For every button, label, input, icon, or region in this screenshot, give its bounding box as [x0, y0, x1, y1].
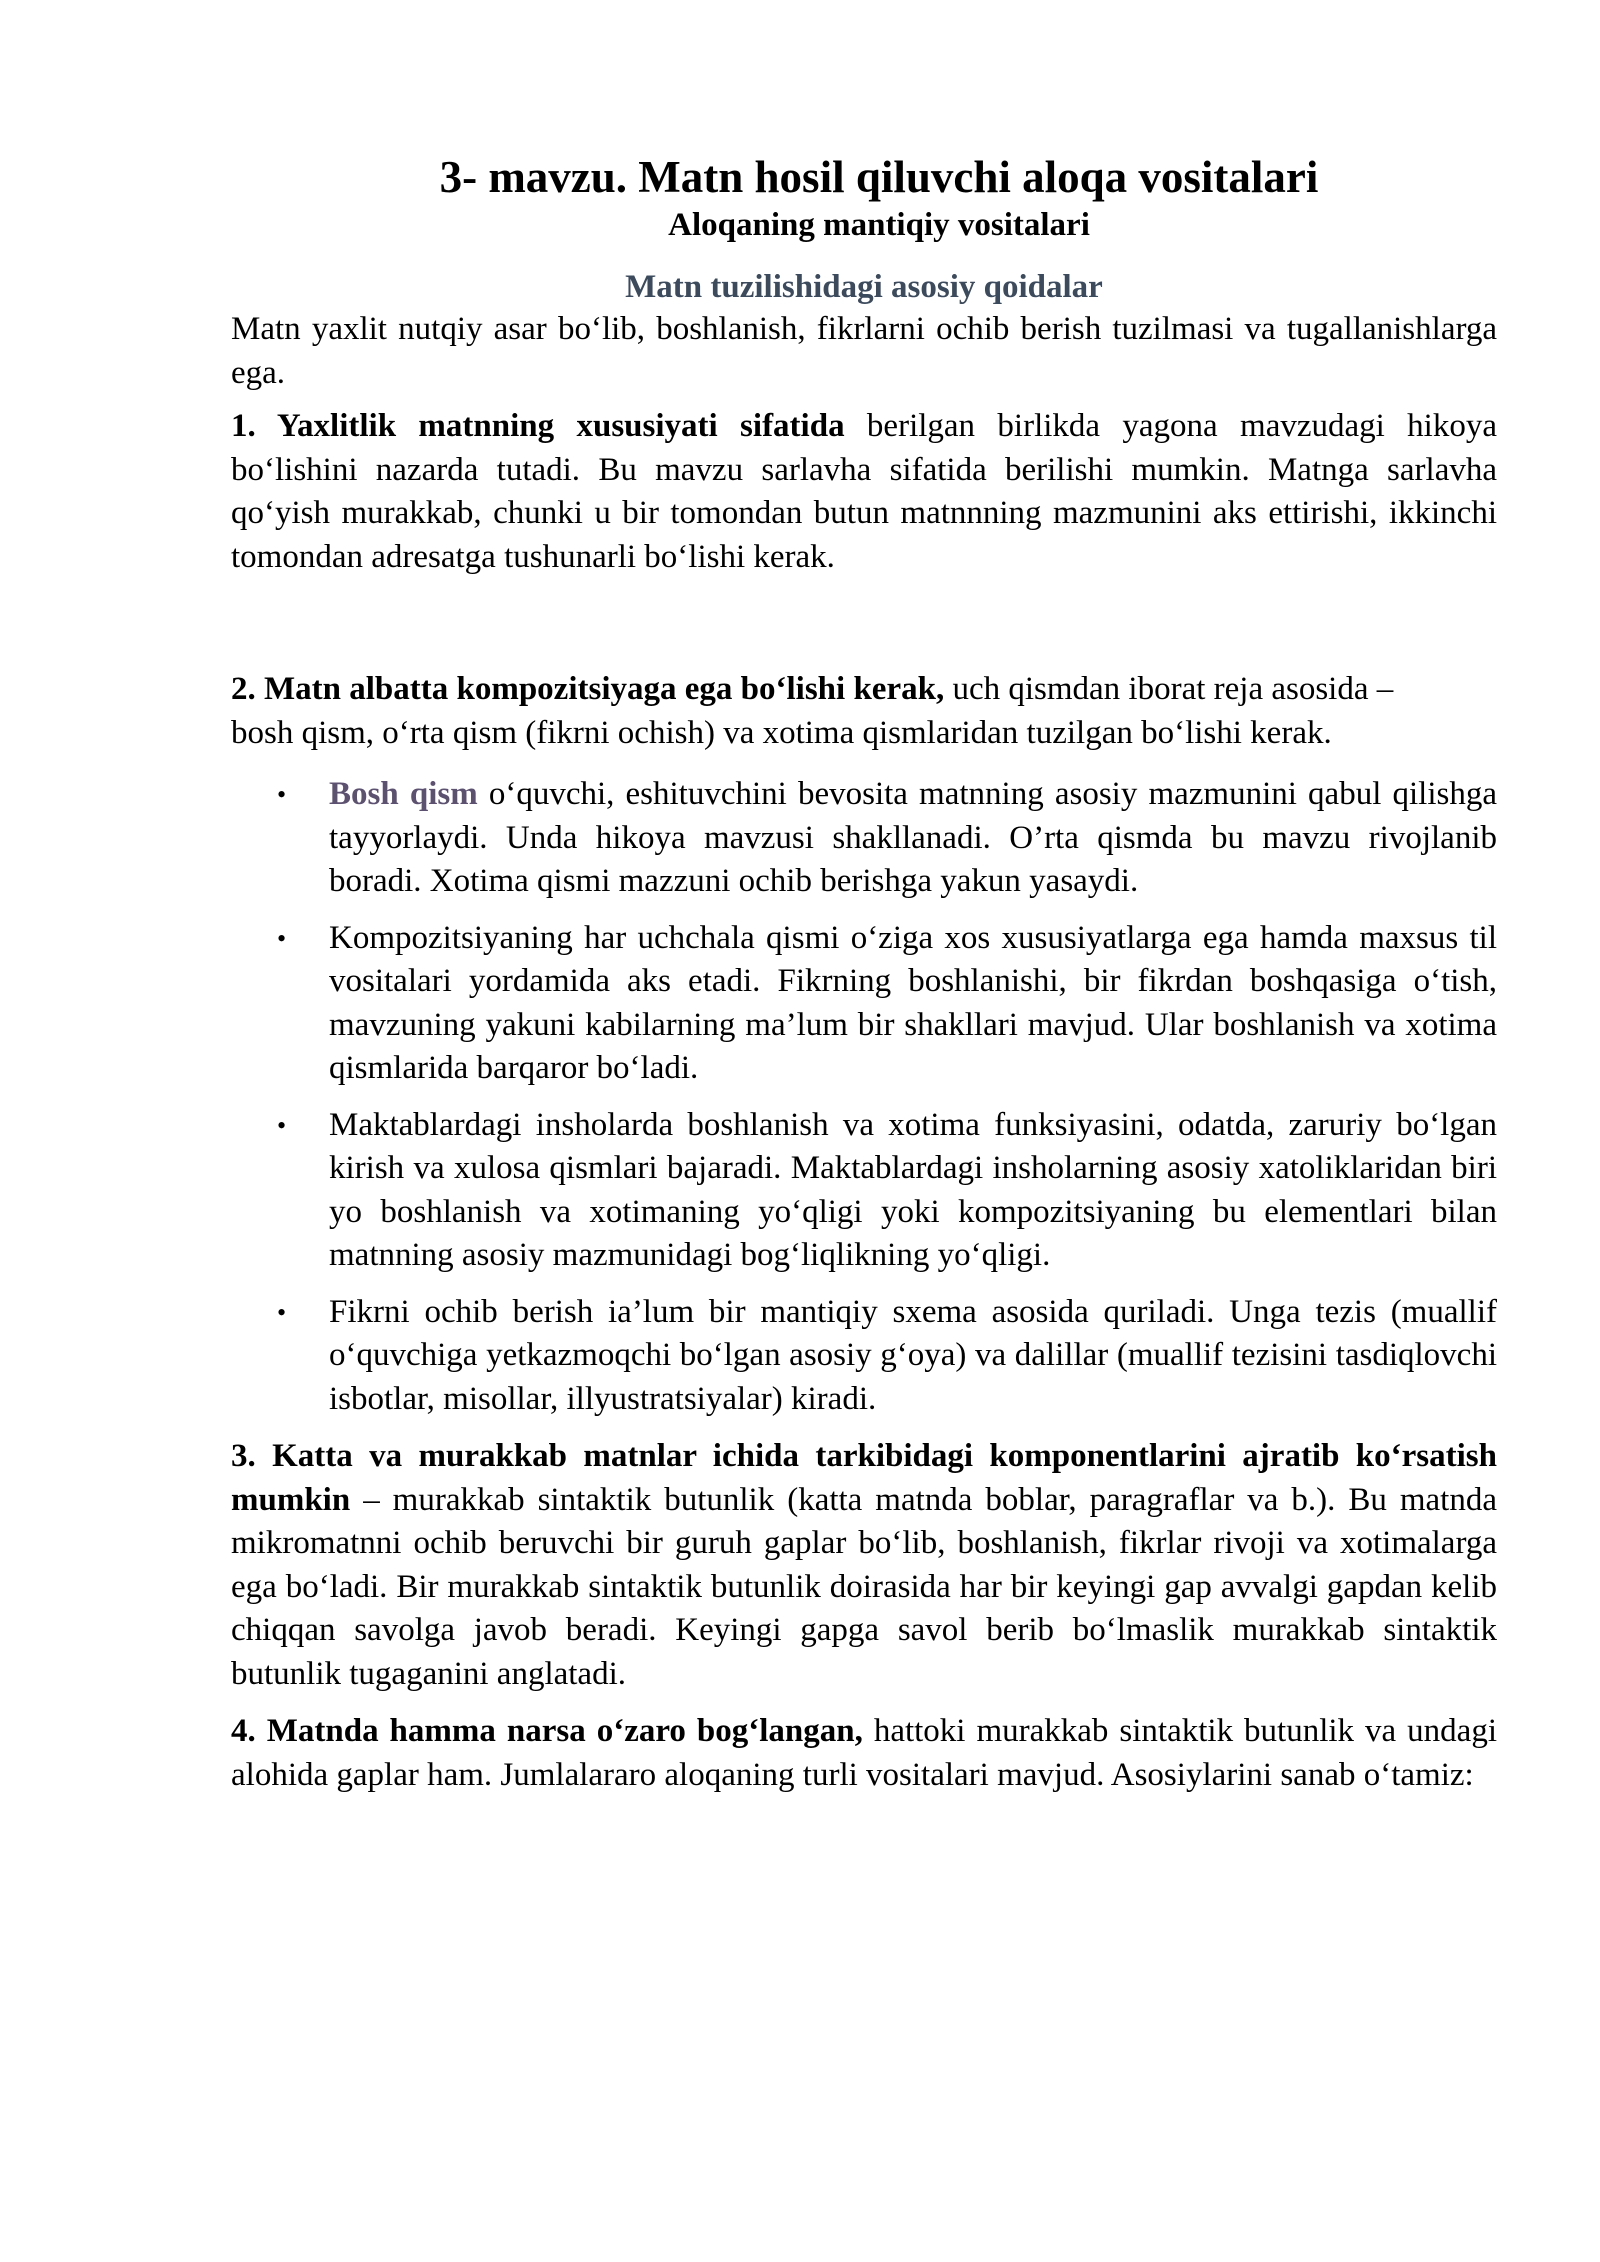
- paragraph-3-bold: 3. Katta va murakkab matnlar ichida tarkibidagi komponentlarini ajratib ko‘rsatish mumkin: [231, 1438, 1497, 1518]
- bullet-icon: •: [277, 1110, 287, 1140]
- paragraph-2-text: uch qismdan iborat reja asosida – bosh qism, o‘rta qism (fikrni ochish) va xotima qismlaridan tuzilgan bo‘lishi kerak.: [231, 671, 1394, 751]
- paragraph-4-text: hattoki murakkab sintaktik butunlik va undagi alohida gaplar ham. Jumlalararo aloqaning turli vositalari mavjud. Asosiylarini sanab o‘tamiz:: [231, 1713, 1497, 1793]
- intro-paragraph: Matn yaxlit nutqiy asar bo‘lib, boshlanish, fikrlarni ochib berish tuzilmasi va tugallanishlarga ega.: [231, 311, 1497, 391]
- bullet-icon: •: [277, 923, 287, 953]
- list-item: [277, 917, 1497, 1091]
- bullet-list: [231, 773, 1497, 1421]
- bullet-icon: •: [277, 780, 287, 809]
- paragraph-3-text: – murakkab sintaktik butunlik (katta matnda boblar, paragraflar va b.). Bu matnda mikromatnni ochib beruvchi bir guruh gaplar bo‘lib, boshlanish, fikrlar rivoji va xotimalarga ega bo‘ladi. Bir murakkab sintaktik butunlik doirasida har bir keyingi gap avvalgi gapdan kelib chiqqan savolga javob beradi. Keyingi gapga savol berib bo‘lmaslik murakkab sintaktik butunlik tugaganini anglatadi.: [231, 1481, 1497, 1692]
- paragraph-4-bold: 4. Matnda hamma narsa o‘zaro bog‘langan,: [231, 1713, 863, 1749]
- list-item: [277, 1104, 1497, 1278]
- list-item-text: Maktablardagi insholarda boshlanish va xotima funksiyasini, odatda, zaruriy bo‘lgan kirish va xulosa qismlari bajaradi. Maktablardagi insholarning asosiy xatoliklaridan biri yo boshlanish va xotimaning yo‘qligi yoki kompozitsiyaning bu elementlari bilan matnning asosiy mazmunidagi bog‘liqlikning yo‘qligi.: [329, 1106, 1497, 1273]
- paragraph-2-bold: 2. Matn albatta kompozitsiyaga ega bo‘lishi kerak,: [231, 671, 945, 707]
- bullet-icon: •: [277, 1297, 287, 1327]
- list-item-text: Fikrni ochib berish ia’lum bir mantiqiy sxema asosida quriladi. Unga tezis (muallif o‘quvchiga yetkazmoqchi bo‘lgan asosiy g‘oya) va dalillar (muallif tezisini tasdiqlovchi isbotlar, misollar, illyustratsiyalar) kiradi.: [329, 1293, 1497, 1417]
- paragraph-2: [231, 668, 1497, 755]
- list-item: [277, 773, 1497, 904]
- paragraph-1-bold: 1. Yaxlitlik matnning xususiyati sifatida: [231, 408, 845, 444]
- paragraph-4: [231, 1710, 1497, 1797]
- page-title: 3- mavzu. Matn hosil qiluvchi aloqa vositalari: [439, 152, 1319, 202]
- paragraph-3: [231, 1435, 1497, 1696]
- list-item: [277, 1291, 1497, 1422]
- list-item-text: Kompozitsiyaning har uchchala qismi o‘ziga xos xususiyatlarga ega hamda maxsus til vositalari yordamida aks etadi. Fikrning boshlanishi, bir fikrdan boshqasiga o‘tish, mavzuning yakuni kabilarning ma’lum bir shakllari mavjud. Ular boshlanish va xotima qismlarida barqaror bo‘ladi.: [329, 919, 1497, 1086]
- page-subtitle: Aloqaning mantiqiy vositalari: [668, 207, 1090, 243]
- list-item-accent: Bosh qism: [329, 776, 478, 812]
- list-item-text: o‘quvchi, eshituvchini bevosita matnning asosiy mazmunini qabul qilishga tayyorlaydi. Unda hikoya mavzusi shakllanadi. O’rta qismda bu mavzu rivojlanib boradi. Xotima qismi mazzuni ochib berishga yakun yasaydi.: [329, 776, 1497, 899]
- paragraph-1-text: berilgan birlikda yagona mavzudagi hikoya bo‘lishini nazarda tutadi. Bu mavzu sarlavha sifatida berilishi mumkin. Matnga sarlavha qo‘yish murakkab, chunki u bir tomondan butun matnnning mazmunini aks ettirishi, ikkinchi tomondan adresatga tushunarli bo‘lishi kerak.: [231, 408, 1497, 575]
- section-heading: Matn tuzilishidagi asosiy qoidalar: [625, 269, 1103, 305]
- paragraph-1: [231, 405, 1497, 579]
